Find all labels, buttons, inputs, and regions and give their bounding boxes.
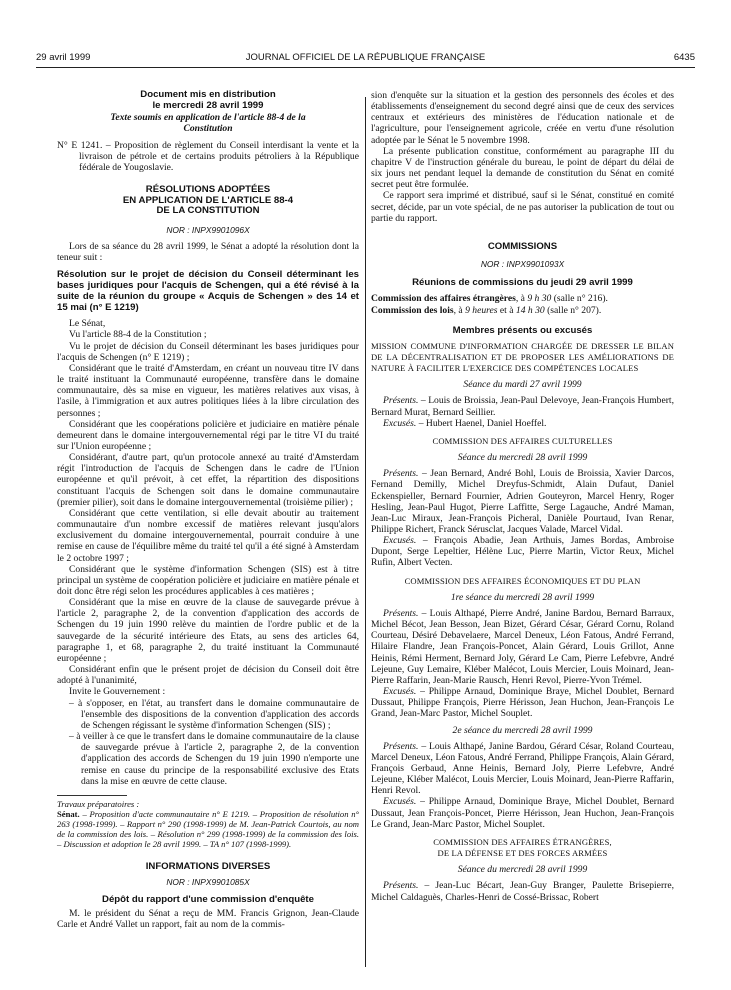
left-column [57, 90, 359, 931]
invite-item: – à s'opposer, en l'état, au transfert dans le domaine communautaire de l'ensemble des dispositions de la convention d'application des accords de Schengen régissant le système d'information Schengen (SIS) ; [69, 697, 359, 731]
issue-date: 29 avril 1999 [36, 52, 91, 63]
mission-title: MISSION COMMUNE D'INFORMATION CHARGÉE DE DRESSER LE BILAN DE LA DÉCENTRALISATION ET DE PROPOSER LES AMÉLIORATIONS DE NATURE À FACILITER L'EXERCICE DES COMPÉTENCES LOCALES [371, 340, 674, 374]
reunion-line: Commission des affaires étrangères, à 9 h 30 (salle n° 216). [371, 293, 608, 305]
seance-date: Séance du mercredi 28 avril 1999 [457, 864, 588, 876]
nor-reference: NOR : INPX9901096X [166, 224, 250, 235]
header-rule [36, 67, 695, 68]
membres-heading: Membres présents ou excusés [452, 324, 593, 336]
continued-text: sion d'enquête sur la situation et la gestion des personnels des écoles et des établissements d'enseignement du second degré ainsi que de ceux des services centraux et extérieurs des ministères de l'éducation nationale et de l'agriculture, pour l'enseignement agricole, créée en vertu d'une résolution adoptée par le Sénat le 5 novembre 1998. [371, 90, 674, 146]
resolution-body: Le Sénat, Vu l'article 88-4 de la Constitution ; Vu le projet de décision du Conseil déterminant les bases juridiques pour l'acquis de Schengen (n° E 1219) ; Considérant que le traité d'Amsterdam, en créant un nouveau titre IV dans le traité instituant la Communauté européenne, transfère dans le domaine communautaire, dès sa mise en vigueur, les matières relatives aux visas, à l'asile, à l'immigration et aux autres politiques liées à la libre circulation des personnes ; Considérant que les coopérations policière et judiciaire en matière pénale demeurent dans le domaine intergouvernemental régi par le titre VI du traité sur l'Union européenne ; Considérant, d'autre part, qu'un protocole annexé au traité d'Amsterdam régit l'introduction de l'acquis de Schengen dans le cadre de l'Union européenne et qu'il prévoit, à cet effet, la répartition des dispositions constituant l'acquis de Schengen soit dans le domaine communautaire (premier pilier), soit dans le domaine intergouvernemental (troisième pilier) ; Considérant que cette ventilation, si elle devait aboutir au traitement communautaire d'un nombre excessif de matières relevant jusqu'alors exclusivement du domaine intergouvernemental, pourrait conduire à une remise en cause de l'équilibre même du traité tel qu'il a été signé à Amsterdam le 2 octobre 1997 ; Considérant que le système d'information Schengen (SIS) est à titre principal un système de coopération policière et judiciaire en matière pénale et doit donc être régi selon les procédures applicables à ces matières ; Considérant que la mise en œuvre de la clause de sauvegarde prévue à l'article 2, paragraphe 2, de la convention d'application des accords de Schengen du 19 juin 1990 relève du maintien de l'ordre public et de la sauvegarde de la sécurité intérieure des Etats, au sens des articles 64, paragraphe 1, et 68, paragraphe 2, du traité instituant la Communauté européenne ; Considérant enfin que le présent projet de décision du Conseil doit être adopté à l'unanimité, Invite le Gouvernement : – à s'opposer, en l'état, au transfert dans le domaine communautaire de l'ensemble des dispositions de la convention d'application des accords de Schengen régissant le système d'information Schengen (SIS) ; – à veiller à ce que le transfert dans le domaine communautaire de la clause de sauvegarde prévue à l'article 2, paragraphe 2, de la convention d'application des accords de Schengen du 19 juin 1990 n'emporte une remise en cause du principe de la responsabilité exclusive des Etats dans la mise en œuvre de cette clause. [57, 318, 359, 787]
depot-text: M. le président du Sénat a reçu de MM. Francis Grignon, Jean-Claude Carle et André Vallet un rapport, fait au nom de la commis- [57, 908, 359, 931]
informations-heading: INFORMATIONS DIVERSES [145, 860, 271, 872]
seance-date: 2e séance du mercredi 28 avril 1999 [452, 724, 593, 736]
page-header [36, 52, 695, 66]
commission-title: COMMISSION DES AFFAIRES CULTURELLES [432, 435, 613, 446]
invite-item: – à veiller à ce que le transfert dans le domaine communautaire de la clause de sauvegarde prévue à l'article 2, paragraphe 2, de la convention d'application des accords de Schengen du 19 juin 1990 n'emporte une remise en cause du principe de la responsabilité exclusive des Etats dans la mise en œuvre de cette clause. [69, 731, 359, 787]
resolutions-heading: RÉSOLUTIONS ADOPTÉES EN APPLICATION DE L'ARTICLE 88-4 DE LA CONSTITUTION [122, 184, 294, 217]
intro-paragraph: Lors de sa séance du 28 avril 1999, le Sénat a adopté la résolution dont la teneur suit : [57, 241, 359, 264]
resolution-title: Résolution sur le projet de décision du Conseil déterminant les bases juridiques pour l'acquis de Schengen, qui a été révisé à la suite de la réunion du groupe « Acquis de Schengen » des 14 et 15 mai (n° E 1219) [57, 269, 359, 313]
reunions-heading: Réunions de commissions du jeudi 29 avril 1999 [412, 277, 633, 289]
distribution-subtitle: Texte soumis en application de l'article 88-4 de la Constitution [110, 112, 306, 134]
page-number: 6435 [673, 52, 695, 63]
commission-title: COMMISSION DES AFFAIRES ÉCONOMIQUES ET DU PLAN [404, 575, 641, 586]
journal-title: JOURNAL OFFICIEL DE LA RÉPUBLIQUE FRANÇAISE [245, 52, 486, 63]
commissions-heading: COMMISSIONS [487, 240, 558, 252]
column-divider [365, 97, 366, 967]
seance-date: 1re séance du mercredi 28 avril 1999 [450, 591, 595, 603]
seance-date: Séance du mercredi 28 avril 1999 [457, 452, 588, 464]
nor-reference: NOR : INPX9901085X [166, 876, 250, 887]
nor-reference: NOR : INPX9901093X [480, 259, 565, 270]
depot-heading: Dépôt du rapport d'une commission d'enquête [102, 894, 314, 906]
right-column: sion d'enquête sur la situation et la gestion des personnels des écoles et des établissements d'enseignement du second degré ainsi que de ceux des services centraux et extérieurs des ministères de l'éducation nationale et de l'agriculture, pour l'enseignement agricole, créée en vertu d'une résolution adoptée par le Sénat le 5 novembre 1998. La présente publication constitue, conformément au paragraphe III du chapitre V de l'instruction générale du bureau, le point de départ du délai de six jours net pendant lequel la demande de constitution du Sénat en comité secret peut être formulée. Ce rapport sera imprimé et distribué, sauf si le Sénat, constitué en comité secret, décide, par un vote spécial, de ne pas autoriser la publication de tout ou partie du rapport. COMMISSIONS NOR : INPX9901093X Réunions de commissions du jeudi 29 avril 1999 Commission des affaires étrangères, à 9 h 30 (salle n° 216). Commission des lois, à 9 heures et à 14 h 30 (salle n° 207). Membres présents ou excusés MISSION COMMUNE D'INFORMATION CHARGÉE DE DRESSER LE BILAN DE LA DÉCENTRALISATION ET DE PROPOSER LES AMÉLIORATIONS DE NATURE À FACILITER L'EXERCICE DES COMPÉTENCES LOCALES Séance du mardi 27 avril 1999 Présents. – Louis de Broissia, Jean-Paul Delevoye, Jean-François Humbert, Bernard Murat, Bernard Seillier. Excusés. – Hubert Haenel, Daniel Hoeffel. COMMISSION DES AFFAIRES CULTURELLES Séance du mercredi 28 avril 1999 Présents. – Jean Bernard, André Bohl, Louis de Broissia, Xavier Darcos, Fernand Demilly, Michel Dreyfus-Schmidt, Alain Dufaut, Daniel Eckenspieller, Bernard Fournier, Adrien Gouteyron, Marcel Henry, Roger Hesling, Jean-Paul Hugot, Pierre Laffitte, Serge Lagauche, André Maman, Jean-Luc Miraux, Jean-François Picheral, Danièle Pourtaud, Ivan Renar, Philippe Richert, Franck Sérusclat, Jacques Valade, Marcel Vidal. Excusés. – François Abadie, Jean Arthuis, James Bordas, Ambroise Dupont, Serge Lepeltier, Hélène Luc, Pierre Martin, Victor Reux, Michel Rufin, Albert Vecten. COMMISSION DES AFFAIRES ÉCONOMIQUES ET DU PLAN 1re séance du mercredi 28 avril 1999 Présents. – Louis Althapé, Pierre André, Janine Bardou, Bernard Barraux, Michel Bécot, Jean Besson, Jean Bizet, Gérard César, Gérard Cornu, Roland Courteau, Désiré Debavelaere, Marcel Deneux, Léon Fatous, André Ferrand, Hilaire Flandre, Jean François-Poncet, Alain Gérard, Louis Grillot, Anne Heinis, Rémi Herment, Bernard Joly, Gérard Le Cam, Pierre Lefebvre, André Lejeune, Guy Lemaire, Kléber Malécot, Louis Mercier, Louis Moinard, Jean-Pierre Raffarin, Jean-Marie Rausch, Henri Revol, Pierre-Yvon Trémel. Excusés. – Philippe Arnaud, Dominique Braye, Michel Doublet, Bernard Dussaut, Philippe François, Pierre Hérisson, Jean Huchon, Jean-François Le Grand, Jean-Marc Pastor, Michel Souplet. 2e séance du mercredi 28 avril 1999 Présents. – Louis Althapé, Janine Bardou, Gérard César, Roland Courteau, Marcel Deneux, Léon Fatous, André Ferrand, Philippe François, Alain Gérard, François Gerbaud, Anne Heinis, Bernard Joly, Pierre Lefebvre, André Lejeune, Kléber Malécot, Louis Mercier, Louis Moinard, Jean-Pierre Raffarin, Henri Revol. Excusés. – Philippe Arnaud, Dominique Braye, Michel Doublet, Bernard Dussaut, Jean François-Poncet, Pierre Hérisson, Jean Huchon, Jean-François Le Grand, Jean-Marc Pastor, Michel Souplet. COMMISSION DES AFFAIRES ÉTRANGÈRES, DE LA DÉFENSE ET DES FORCES ARMÉES Séance du mercredi 28 avril 1999 Présents. – Jean-Luc Bécart, Jean-Guy Branger, Paulette Brisepierre, Michel Caldaguès, Charles-Henri de Cossé-Brissac, Robert [371, 90, 674, 903]
travaux-preparatoires: Travaux préparatoires : Sénat. – Proposition d'acte communautaire n° E 1219. – Proposition de résolution n° 263 (1998-1999). – Rapport n° 290 (1998-1999) de M. Jean-Patrick Courtois, au nom de la commission des lois. – Résolution n° 299 (1998-1999) de la commission des lois. – Discussion et adoption le 28 avril 1999. – TA n° 107 (1998-1999). [57, 798, 359, 849]
footnote-rule [57, 795, 127, 796]
reunion-line: Commission des lois, à 9 heures et à 14 h 30 (salle n° 207). [371, 304, 602, 316]
commission-title: COMMISSION DES AFFAIRES ÉTRANGÈRES, DE LA DÉFENSE ET DES FORCES ARMÉES [433, 836, 612, 859]
seance-date: Séance du mardi 27 avril 1999 [463, 379, 582, 391]
distribution-heading: Document mis en distribution le mercredi 28 avril 1999 [140, 89, 276, 111]
document-e1241: N° E 1241. – Proposition de règlement du Conseil interdisant la vente et la livraison de pétrole et de certains produits pétroliers à la République fédérale de Yougoslavie. [57, 140, 359, 174]
